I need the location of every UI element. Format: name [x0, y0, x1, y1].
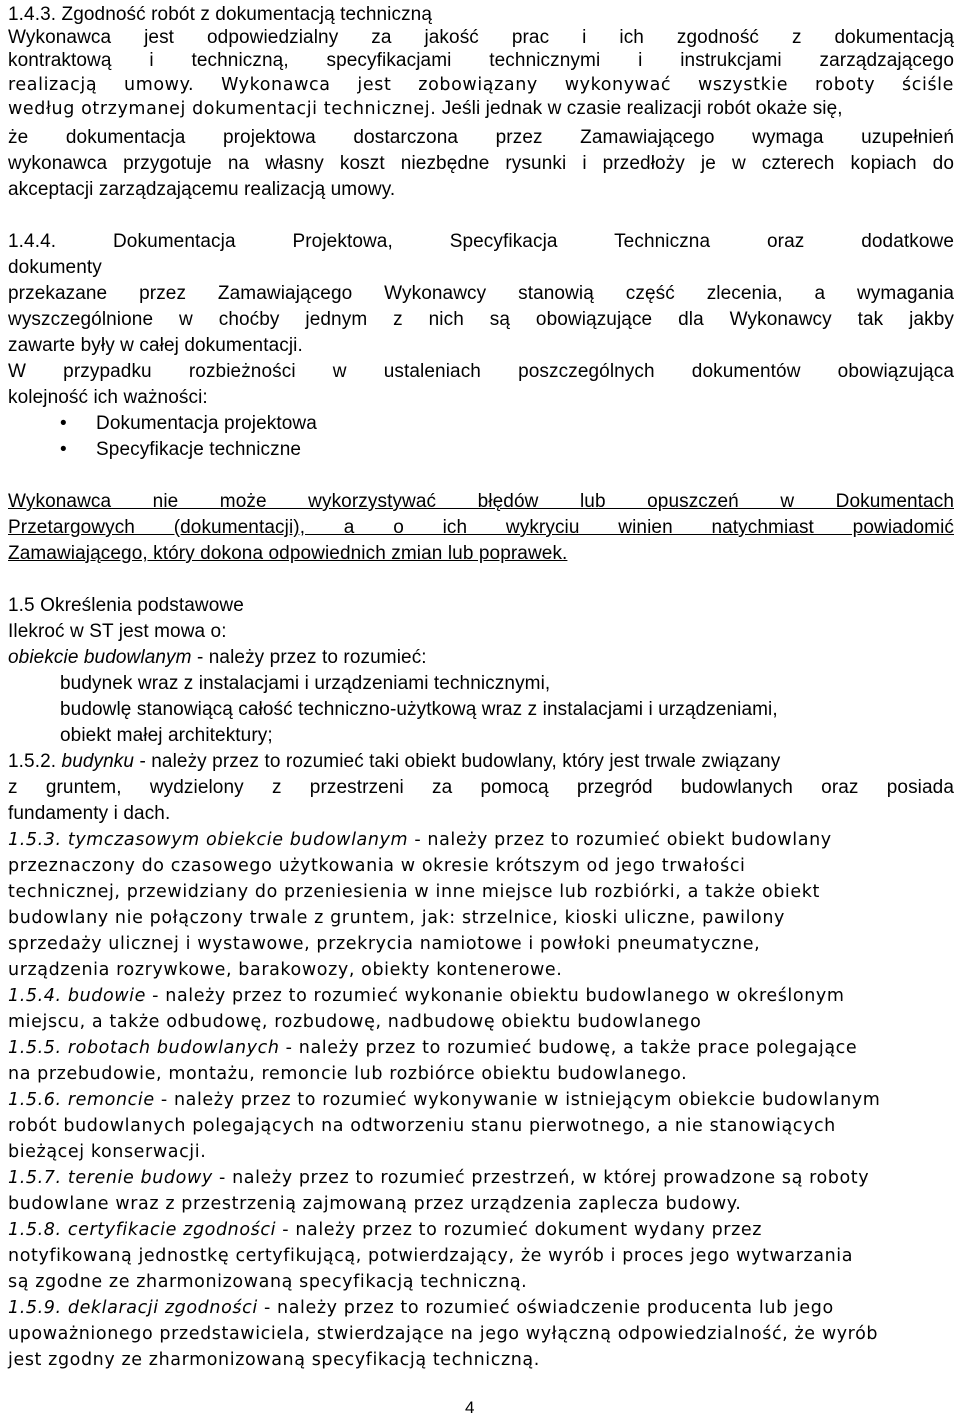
- paragraph-fragment: Jeśli jednak w czasie realizacji robót okaże się,: [436, 98, 843, 119]
- definition-line: [8, 1165, 954, 1191]
- underlined-paragraph-line: Zamawiającego, który dokona odpowiednich zmian lub poprawek.: [8, 543, 568, 564]
- bullet-icon: •: [60, 439, 67, 460]
- paragraph-line: jest zgodny ze zharmonizowaną specyfikacją techniczną.: [8, 1350, 540, 1370]
- definition-number: 1.5.3.: [8, 830, 68, 850]
- definition-line: [8, 645, 954, 671]
- paragraph-line: Wykonawca jest odpowiedzialny za jakość prac i ich zgodność z dokumentacją: [8, 27, 954, 48]
- definition-number: 1.5.2.: [8, 751, 62, 772]
- paragraph-line: kolejność ich ważności:: [8, 387, 208, 408]
- paragraph-line: miejscu, a także odbudowę, rozbudowę, nadbudowę obiektu budowlanego: [8, 1012, 702, 1032]
- section-heading-1-4-4-cont: dokumenty: [8, 257, 102, 278]
- document-page: [8, 0, 954, 1418]
- paragraph-line: bieżącej konserwacji.: [8, 1142, 207, 1162]
- paragraph-line: wyszczególnione w choćby jednym z nich są obowiązujące dla Wykonawcy tak jakby: [8, 309, 954, 330]
- paragraph-line: sprzedaży ulicznej i wystawowe, przekrycia namiotowe i powłoki pneumatyczne,: [8, 934, 761, 954]
- definition-line: [8, 983, 954, 1009]
- definition-number: 1.5.7.: [8, 1168, 68, 1188]
- list-item-label: Dokumentacja projektowa: [96, 413, 317, 434]
- paragraph-line: Ilekroć w ST jest mowa o:: [8, 621, 227, 642]
- paragraph-fragment: według otrzymanej dokumentacji technicznej.: [8, 99, 437, 119]
- paragraph-line: że dokumentacja projektowa dostarczona przez Zamawiającego wymaga uzupełnień: [8, 127, 954, 148]
- definition-term: robotach budowlanych: [67, 1038, 280, 1058]
- paragraph-line: zawarte były w całej dokumentacji.: [8, 335, 303, 356]
- definition-line: [8, 827, 954, 853]
- definition-line: [8, 1295, 954, 1321]
- definition-text: - należy przez to rozumieć wykonanie obiektu budowlanego w określonym: [146, 986, 845, 1006]
- paragraph-line: fundamenty i dach.: [8, 803, 171, 824]
- definition-text: - należy przez to rozumieć:: [191, 647, 427, 668]
- definition-number: 1.5.4.: [8, 986, 68, 1006]
- definition-text: - należy przez to rozumieć dokument wydany przez: [276, 1220, 763, 1240]
- definition-number: 1.5.6.: [8, 1090, 68, 1110]
- paragraph-line: z gruntem, wydzielony z przestrzeni za pomocą przegród budowlanych oraz posiada: [8, 777, 954, 798]
- paragraph-line: realizacją umowy. Wykonawca jest zobowiązany wykonywać wszystkie roboty ściśle: [8, 75, 954, 95]
- section-heading-1-4-4: 1.4.4. Dokumentacja Projektowa, Specyfikacja Techniczna oraz dodatkowe: [8, 231, 954, 252]
- definition-term: terenie budowy: [67, 1168, 213, 1188]
- page-number: 4: [465, 1398, 475, 1417]
- paragraph-line: wykonawca przygotuje na własny koszt niezbędne rysunki i przedłoży je w czterech kopiach do: [8, 153, 954, 174]
- paragraph-line: przekazane przez Zamawiającego Wykonawcy stanowią część zlecenia, a wymagania: [8, 283, 954, 304]
- definition-term: certyfikacie zgodności: [67, 1220, 277, 1240]
- definition-text: - należy przez to rozumieć oświadczenie producenta lub jego: [257, 1298, 834, 1318]
- paragraph-line: upoważnionego przedstawiciela, stwierdzające na jego wyłączną odpowiedzialność, że wyrób: [8, 1324, 879, 1344]
- definition-text: - należy przez to rozumieć taki obiekt budowlany, który jest trwale związany: [134, 751, 781, 772]
- section-heading-1-5: 1.5 Określenia podstawowe: [8, 595, 244, 616]
- definition-subitem: obiekt małej architektury;: [60, 725, 273, 746]
- definition-term: deklaracji zgodności: [67, 1298, 258, 1318]
- definition-number: 1.5.5.: [8, 1038, 68, 1058]
- definition-text: - należy przez to rozumieć wykonywanie w istniejącym obiekcie budowlanym: [154, 1090, 881, 1110]
- definition-term: budowie: [67, 986, 147, 1006]
- paragraph-line: na przebudowie, montażu, remoncie lub rozbiórce obiektu budowlanego.: [8, 1064, 688, 1084]
- definition-line: [8, 749, 954, 775]
- definition-line: [8, 1087, 954, 1113]
- paragraph-line: technicznej, przewidziany do przeniesienia w inne miejsce lub rozbiórki, a także obiekt: [8, 882, 820, 902]
- underlined-paragraph-line: Wykonawca nie może wykorzystywać błędów lub opuszczeń w Dokumentach: [8, 491, 954, 512]
- definition-subitem: budynek wraz z instalacjami i urządzeniami technicznymi,: [60, 673, 551, 694]
- definition-number: 1.5.9.: [8, 1298, 68, 1318]
- paragraph-line: przeznaczony do czasowego użytkowania w okresie krótszym od jego trwałości: [8, 856, 746, 876]
- underlined-paragraph-line: Przetargowych (dokumentacji), a o ich wykryciu winien natychmiast powiadomić: [8, 517, 954, 538]
- definition-text: - należy przez to rozumieć budowę, a także prace polegające: [279, 1038, 858, 1058]
- paragraph-line: robót budowlanych polegających na odtworzeniu stanu pierwotnego, a nie stanowiących: [8, 1116, 836, 1136]
- paragraph-line: notyfikowaną jednostkę certyfikującą, potwierdzający, że wyrób i proces jego wytwarzania: [8, 1246, 854, 1266]
- paragraph-line: W przypadku rozbieżności w ustaleniach poszczególnych dokumentów obowiązująca: [8, 361, 954, 382]
- paragraph-line: urządzenia rozrywkowe, barakowozy, obiekty kontenerowe.: [8, 960, 563, 980]
- bullet-icon: •: [60, 413, 67, 434]
- paragraph-line: akceptacji zarządzającemu realizacją umowy.: [8, 179, 396, 200]
- definition-term: budynku: [61, 751, 135, 772]
- paragraph-line: budowlany nie połączony trwale z gruntem, jak: strzelnice, kioski uliczne, pawilony: [8, 908, 786, 928]
- paragraph-line: [8, 96, 954, 122]
- paragraph-line: budowlane wraz z przestrzenią zajmowaną przez urządzenia zaplecza budowy.: [8, 1194, 742, 1214]
- section-heading-1-4-3: 1.4.3. Zgodność robót z dokumentacją techniczną: [8, 4, 433, 25]
- definition-text: - należy przez to rozumieć przestrzeń, w której prowadzone są roboty: [212, 1168, 870, 1188]
- list-item-label: Specyfikacje techniczne: [96, 439, 302, 460]
- definition-line: [8, 1217, 954, 1243]
- definition-number: 1.5.8.: [8, 1220, 68, 1240]
- paragraph-line: są zgodne ze zharmonizowaną specyfikacją techniczną.: [8, 1272, 528, 1292]
- definition-term: tymczasowym obiekcie budowlanym: [67, 830, 409, 850]
- definition-subitem: budowlę stanowiącą całość techniczno-użytkową wraz z instalacjami i urządzeniami,: [60, 699, 778, 720]
- definition-text: - należy przez to rozumieć obiekt budowlany: [408, 830, 832, 850]
- definition-line: [8, 1035, 954, 1061]
- definition-term: remoncie: [67, 1090, 155, 1110]
- paragraph-line: kontraktową i techniczną, specyfikacjami technicznymi i instrukcjami zarządzającego: [8, 50, 954, 71]
- definition-term: obiekcie budowlanym: [8, 647, 192, 668]
